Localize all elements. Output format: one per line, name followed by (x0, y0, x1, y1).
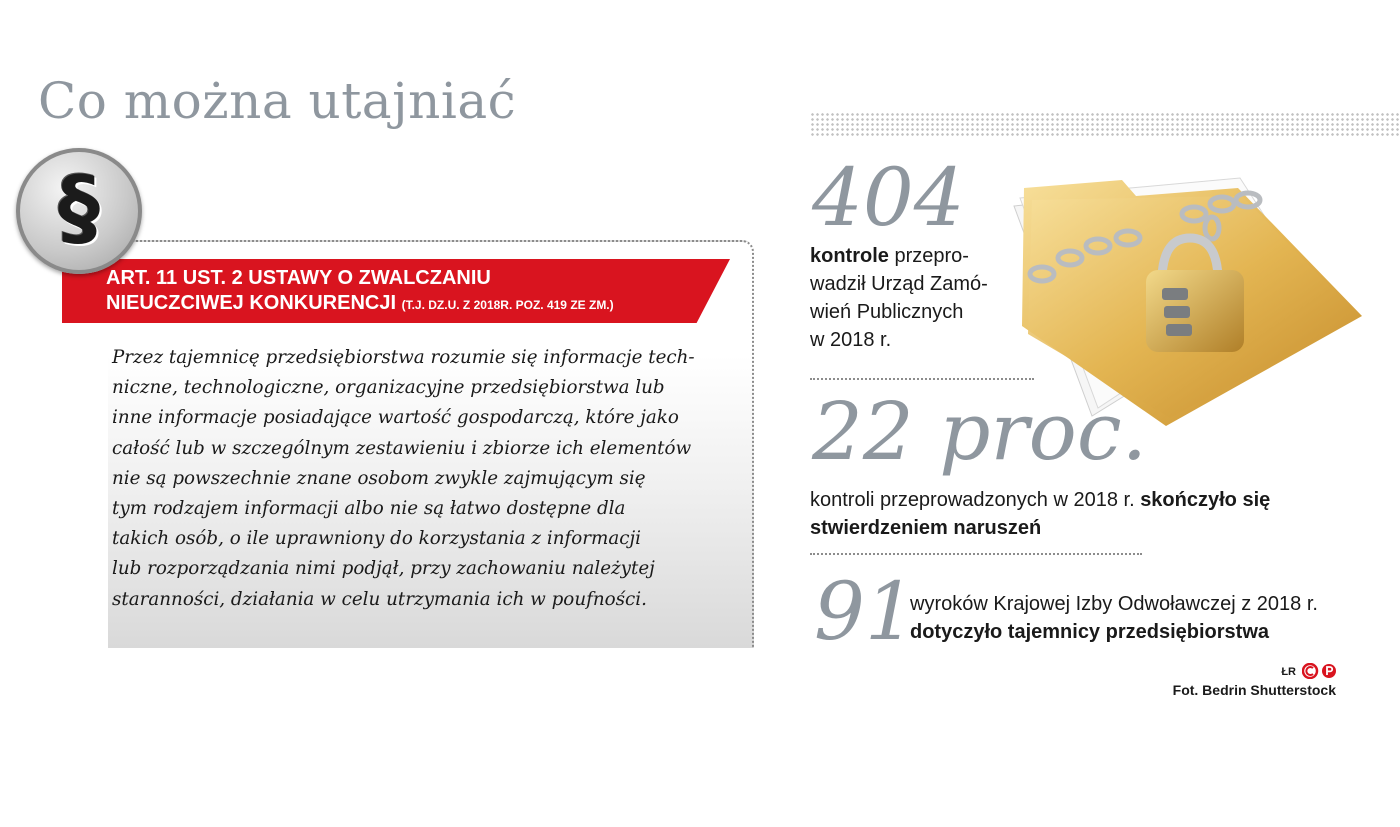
stat-91-text (910, 590, 1318, 646)
law-heading-line2 (106, 291, 726, 318)
stat-404-number: 404 (812, 151, 965, 244)
dotted-strip (810, 112, 1400, 138)
stat-404-bold: kontrole (810, 245, 889, 267)
stat-22-text (810, 486, 1270, 542)
stat-404-line1-rest: przepro- (888, 245, 969, 267)
stat-22-line1-plain: kontroli przeprowadzonych w 2018 r. (810, 489, 1141, 511)
law-text-line: tym rodzajem informacji albo nie są łatwo dostępne dla (112, 498, 626, 520)
paragraph-icon (16, 148, 142, 274)
divider (810, 553, 1142, 555)
stat-22-line1 (810, 486, 1270, 514)
stat-404-line2: wadził Urząd Zamó- (810, 273, 988, 295)
stat-404-line4: w 2018 r. (810, 329, 892, 351)
stat-91-line2: dotyczyło tajemnicy przedsiębiorstwa (910, 621, 1269, 643)
photo-credit: Fot. Bedrin Shutterstock (1172, 682, 1336, 698)
law-heading-reference: (T.J. DZ.U. Z 2018R. POZ. 419 ZE ZM.) (401, 298, 614, 312)
stat-22-line1-bold: skończyło się (1140, 489, 1271, 511)
law-text-line: całość lub w szczególnym zestawieniu i zbiorze ich elementów (112, 437, 692, 459)
stat-404-line3: wień Publicznych (810, 301, 964, 323)
law-heading-line1: ART. 11 UST. 2 USTAWY O ZWALCZANIU (106, 267, 491, 289)
author-initials: ŁR (1281, 666, 1296, 678)
law-text-line: nie są powszechnie znane osobom zwykle zajmującym się (112, 467, 646, 489)
stat-404-line1 (810, 242, 988, 270)
stat-91-line1: wyroków Krajowej Izby Odwoławczej z 2018 r. (910, 593, 1318, 615)
law-text-line: niczne, technologiczne, organizacyjne przedsiębiorstwa lub (112, 377, 665, 399)
stat-22-number: 22 proc. (812, 385, 1148, 478)
page-title: Co można utajniać (38, 72, 517, 130)
law-text-line: Przez tajemnicę przedsiębiorstwa rozumie się informacje tech- (112, 347, 695, 368)
law-text-line: takich osób, o ile uprawniony do korzystania z informacji (112, 528, 641, 550)
law-text-line: inne informacje posiadające wartość gospodarczą, które jako (112, 407, 679, 429)
divider (810, 378, 1034, 380)
stat-404-text (810, 242, 988, 354)
law-heading (106, 266, 726, 318)
law-text (112, 343, 732, 615)
paragraph-symbol: § (58, 158, 100, 256)
cp-logo-icon (1302, 663, 1338, 679)
law-text-line: lub rozporządzania nimi podjął, przy zachowaniu należytej (112, 558, 655, 580)
law-heading-act: NIEUCZCIWEJ KONKURENCJI (106, 292, 397, 314)
stat-91-number: 91 (814, 565, 916, 658)
stat-22-line2: stwierdzeniem naruszeń (810, 517, 1042, 539)
law-text-line: staranności, działania w celu utrzymania ich w poufności. (112, 588, 647, 610)
